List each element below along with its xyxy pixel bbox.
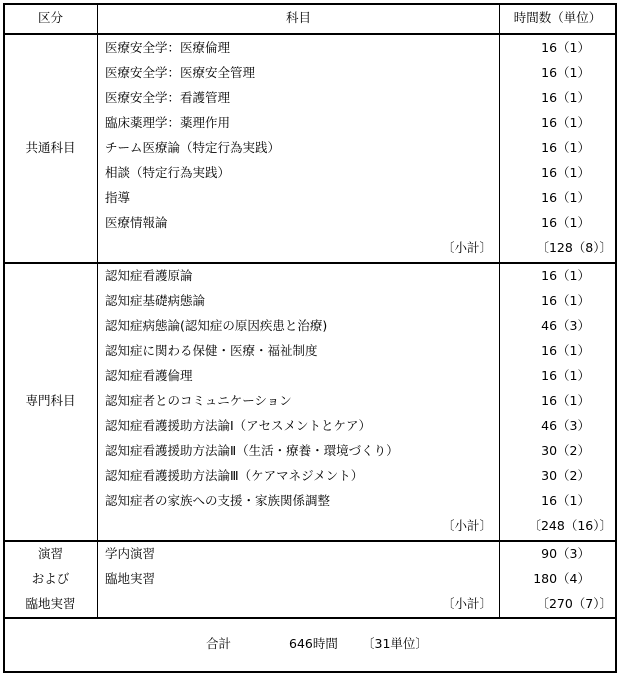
subject-cell: 医療安全学：医療安全管理 bbox=[105, 65, 256, 80]
hours-cell: 16（1） bbox=[541, 90, 590, 105]
subject-cell: 臨地実習 bbox=[105, 571, 156, 586]
hours-cell: 30（2） bbox=[541, 443, 590, 458]
hours-cell: 46（3） bbox=[541, 418, 590, 433]
rule-right bbox=[615, 3, 617, 673]
subject-cell: 認知症に関わる保健・医療・福祉制度 bbox=[105, 343, 318, 358]
subject-cell: 認知症看護倫理 bbox=[105, 368, 193, 383]
subject-cell: 医療情報論 bbox=[105, 215, 168, 230]
subject-cell: 認知症看護原論 bbox=[105, 268, 193, 283]
subject-cell: 認知症者の家族への支援・家族関係調整 bbox=[105, 493, 331, 508]
hours-cell: 16（1） bbox=[541, 343, 590, 358]
section-name-practice-line3: 臨地実習 bbox=[25, 596, 76, 611]
subtotal-hours: 〔128（8）〕 bbox=[536, 240, 612, 255]
hours-cell: 16（1） bbox=[541, 493, 590, 508]
hours-cell: 16（1） bbox=[541, 393, 590, 408]
subtotal-label: 〔小計〕 bbox=[441, 596, 492, 611]
subject-cell: 相談（特定行為実践） bbox=[105, 165, 231, 180]
subtotal-label: 〔小計〕 bbox=[441, 240, 492, 255]
header-hours: 時間数（単位） bbox=[513, 10, 602, 25]
hours-cell: 16（1） bbox=[541, 40, 590, 55]
subtotal-label: 〔小計〕 bbox=[441, 518, 492, 533]
header-subject: 科目 bbox=[285, 10, 311, 25]
hours-cell: 16（1） bbox=[541, 190, 590, 205]
rule-specialty-bottom bbox=[3, 540, 616, 542]
hours-cell: 180（4） bbox=[533, 571, 590, 586]
rule-practice-bottom bbox=[3, 617, 616, 619]
subject-cell: 認知症看護援助方法論Ⅰ（アセスメントとケア） bbox=[105, 418, 372, 433]
subject-cell: チーム医療論（特定行為実践） bbox=[105, 140, 281, 155]
hours-cell: 46（3） bbox=[541, 318, 590, 333]
hours-cell: 16（1） bbox=[541, 115, 590, 130]
subject-cell: 医療安全学：看護管理 bbox=[105, 90, 231, 105]
hours-cell: 90（3） bbox=[541, 546, 590, 561]
hours-cell: 16（1） bbox=[541, 140, 590, 155]
total-hours: 646時間 bbox=[289, 636, 338, 651]
rule-bottom bbox=[3, 671, 616, 673]
subject-cell: 学内演習 bbox=[105, 546, 156, 561]
subject-cell: 医療安全学：医療倫理 bbox=[105, 40, 231, 55]
subject-cell: 認知症病態論(認知症の原因疾患と治療) bbox=[105, 318, 328, 333]
hours-cell: 30（2） bbox=[541, 468, 590, 483]
total-label: 合計 bbox=[206, 636, 232, 651]
section-name-practice-line1: 演習 bbox=[37, 546, 63, 561]
hours-cell: 16（1） bbox=[541, 165, 590, 180]
subject-cell: 指導 bbox=[105, 190, 131, 205]
subject-cell: 認知症者とのコミュニケーション bbox=[105, 393, 292, 408]
subtotal-hours: 〔248（16）〕 bbox=[528, 518, 612, 533]
hours-cell: 16（1） bbox=[541, 368, 590, 383]
hours-cell: 16（1） bbox=[541, 65, 590, 80]
hours-cell: 16（1） bbox=[541, 293, 590, 308]
section-name-practice-line2: および bbox=[31, 571, 70, 586]
hours-cell: 16（1） bbox=[541, 268, 590, 283]
subtotal-hours: 〔270（7）〕 bbox=[536, 596, 612, 611]
rule-header-bottom bbox=[3, 33, 616, 35]
subject-cell: 認知症看護援助方法論Ⅱ（生活・療養・環境づくり） bbox=[105, 443, 399, 458]
subject-cell: 認知症基礎病態論 bbox=[105, 293, 206, 308]
subject-cell: 認知症看護援助方法論Ⅲ（ケアマネジメント） bbox=[105, 468, 364, 483]
rule-common-bottom bbox=[3, 262, 616, 264]
header-category: 区分 bbox=[37, 10, 63, 25]
rule-top bbox=[3, 3, 616, 5]
total-units: 〔31単位〕 bbox=[362, 636, 428, 651]
subject-cell: 臨床薬理学：薬理作用 bbox=[105, 115, 231, 130]
section-name-specialty: 専門科目 bbox=[25, 393, 76, 408]
section-name-common: 共通科目 bbox=[25, 140, 76, 155]
hours-cell: 16（1） bbox=[541, 215, 590, 230]
